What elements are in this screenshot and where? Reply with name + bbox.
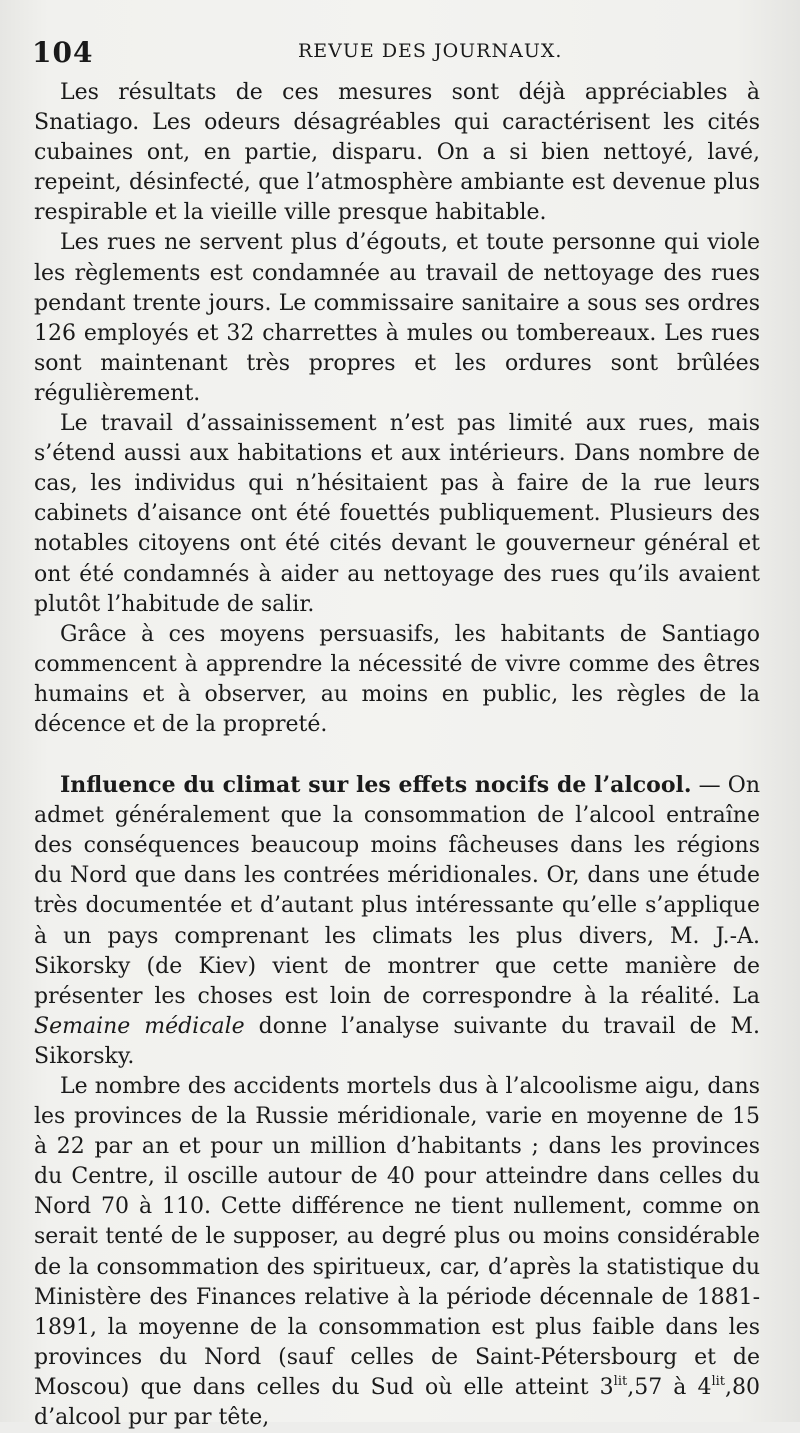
- section-paragraph-2-text: Le nombre des accidents mortels dus à l’alcoolisme aigu, dans les provinces de la Russie méridionale, varie en moyenne de 15 à 22 par an et pour un million d’habitants ; dans les provinces du Centre, il oscille autour de 40 pour atteindre dans celles du Nord 70 à 110. Cette différence ne tient nullement, comme on serait tenté de le supposer, au degré plus ou moins considérable de la consommation des spiritueux, car, d’après la statistique du Ministère des Finances relative à la période décennale de 1881-1891, la moyenne de la consommation est plus faible dans les provinces du Nord (sauf celles de Saint-Pétersbourg et de Moscou) que dans celles du Sud où elle atteint 3: [34, 1074, 760, 1400]
- section-title: Influence du climat sur les effets nocifs de l’alcool.: [60, 772, 692, 799]
- paragraph-2: Les rues ne servent plus d’égouts, et toute personne qui viole les règlements est condamnée au travail de nettoyage des rues pendant trente jours. Le commissaire sanitaire a sous ses ordres 126 employés et 32 charrettes à mules ou tombereaux. Les rues sont maintenant très propres et les ordures sont brûlées régulièrement.: [34, 230, 760, 406]
- paragraph-4: Grâce à ces moyens persuasifs, les habitants de Santiago commencent à apprendre la nécessité de vivre comme des êtres humains et à observer, au moins en public, les règles de la décence et de la propreté.: [34, 621, 760, 737]
- running-head: REVUE DES JOURNAUX.: [298, 40, 563, 62]
- paragraph-1: Les résultats de ces mesures sont déjà appréciables à Snatiago. Les odeurs désagréables qui caractérisent les cités cubaines ont, en partie, disparu. On a si bien nettoyé, lavé, repeint, désinfecté, que l’atmosphère ambiante est devenue plus respirable et la vieille ville presque habitable.: [34, 80, 760, 226]
- section-paragraph-2: [34, 1072, 760, 1433]
- journal-name: Semaine médicale: [34, 1013, 245, 1039]
- unit-superscript-2: lit: [711, 1373, 725, 1389]
- section-intro-text-end: donne l’analyse suivante du travail de M. Sikorsky.: [34, 1013, 760, 1069]
- section-intro-paragraph: [34, 770, 760, 1072]
- consumption-value-1: ,57 à 4: [627, 1374, 712, 1400]
- page-header: [32, 36, 760, 72]
- page-body: [34, 78, 760, 1433]
- consumption-value-2: ,80 d’alcool pur par tête,: [34, 1374, 760, 1431]
- paragraph-3: Le travail d’assainissement n’est pas limité aux rues, mais s’étend aussi aux habitations et aux intérieurs. Dans nombre de cas, les individus qui n’hésitaient pas à faire de la rue leurs cabinets d’aisance ont été fouettés publiquement. Plusieurs des notables citoyens ont été cités devant le gouverneur général et ont été condamnés à aider au nettoyage des rues qu’ils avaient plutôt l’habitude de salir.: [34, 411, 760, 617]
- unit-superscript-1: lit: [613, 1373, 628, 1389]
- section-intro-text: — On admet généralement que la consommation de l’alcool entraîne des conséquences beaucoup moins fâcheuses dans les régions du Nord que dans les contrées méridionales. Or, dans une étude très documentée et d’autant plus intéressante qu’elle s’applique à un pays comprenant les climats les plus divers, M. J.-A. Sikorsky (de Kiev) vient de montrer que cette manière de présenter les choses est loin de correspondre à la réalité. La: [34, 773, 760, 1009]
- page-number: 104: [32, 36, 94, 69]
